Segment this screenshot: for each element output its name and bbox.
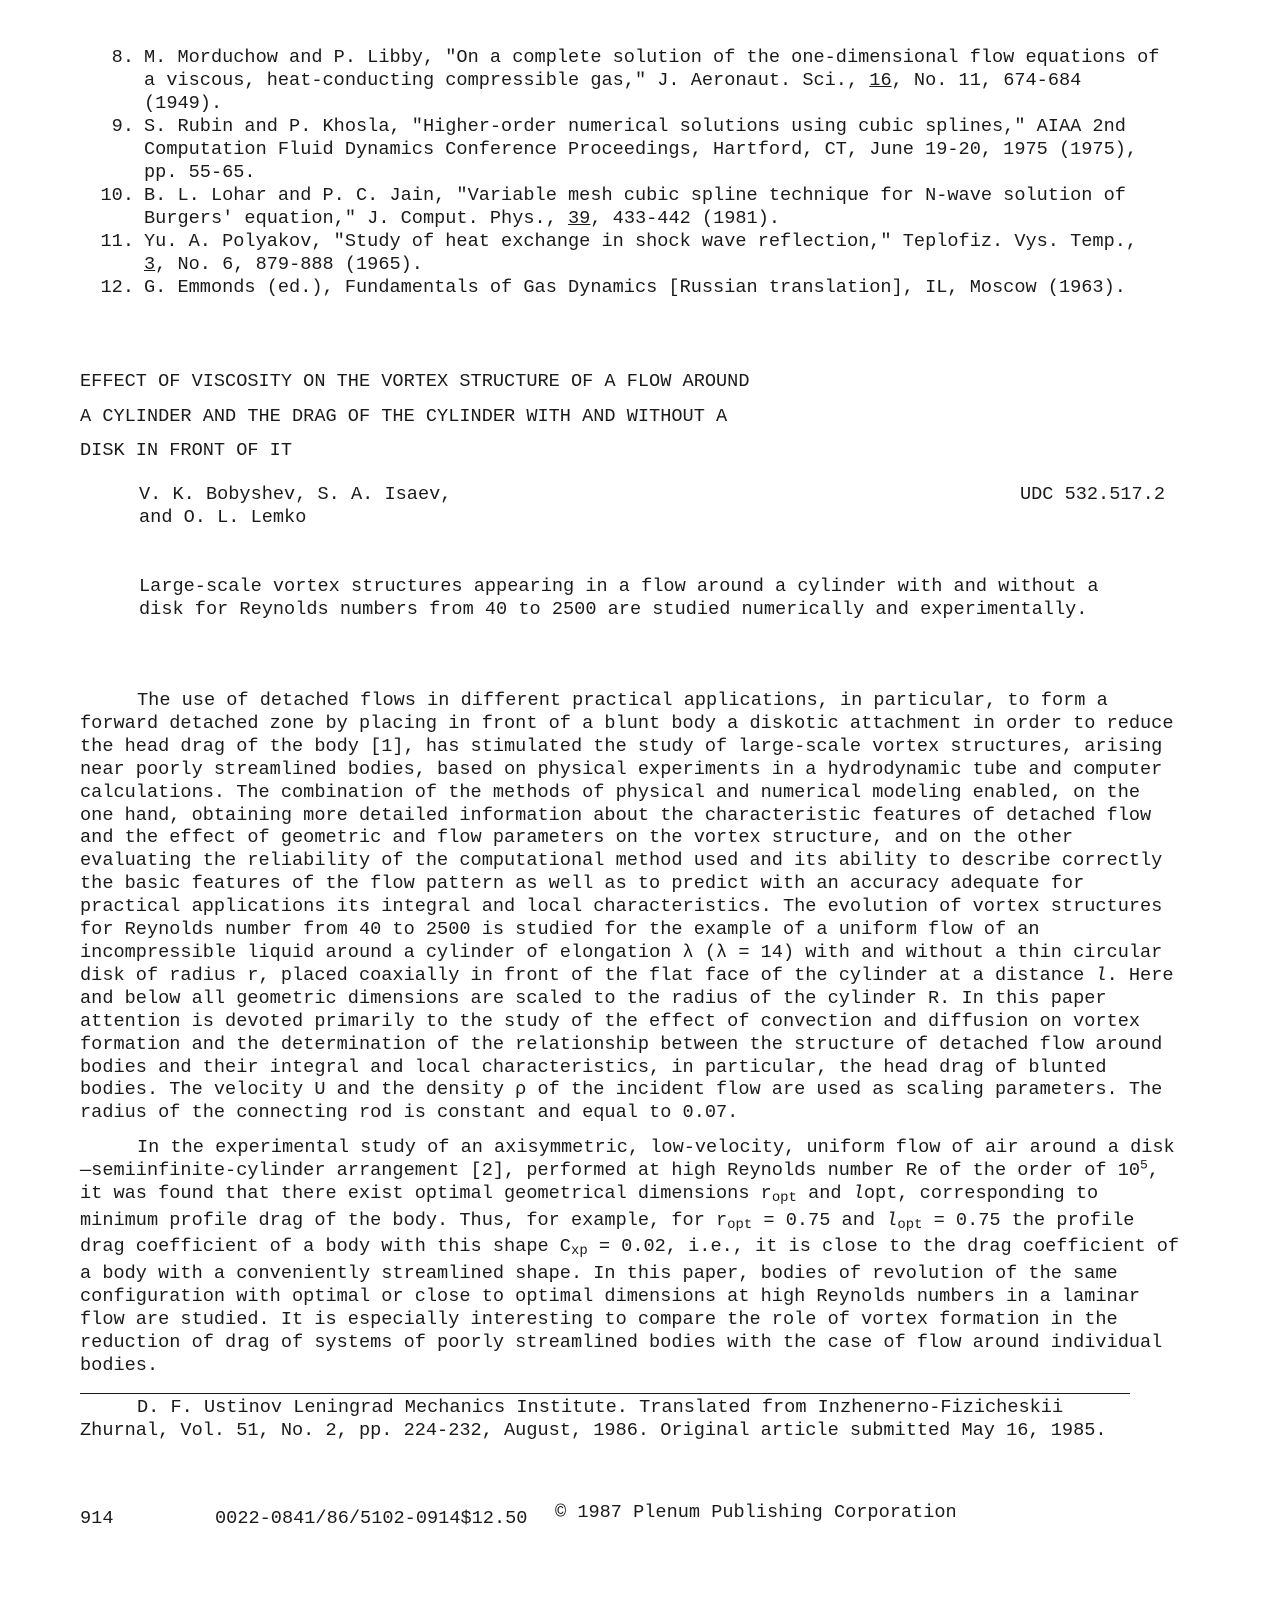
- title-line: DISK IN FRONT OF IT: [80, 440, 293, 461]
- reference-text-part: , 433-442 (1981).: [590, 208, 781, 229]
- paragraph-text: , it was found that there exist optimal geometrical dimensions r: [80, 1160, 1160, 1205]
- paragraph-text: . Here and below all geometric dimensions are scaled to the radius of the cylinder R. In this paper attention is devoted primarily to the study of the effect of convection and diffusion on vortex formation and the determination of the relationship between the structure of detached flow around bodies and their integral and local characteristics, in particular, the head drag of blunted bodies. The velocity U and the density ρ of the incident flow are used as scaling parameters. The radius of the connecting rod is constant and equal to 0.07.: [80, 964, 1174, 1124]
- reference-text: [144, 230, 1170, 276]
- abstract: Large-scale vortex structures appearing in a flow around a cylinder with and without a disk for Reynolds numbers from 40 to 2500 are studied numerically and experimentally.: [139, 576, 1099, 620]
- paragraph-text: The use of detached flows in different practical applications, in particular, to form a forward detached zone by placing in front of a blunt body a diskotic attachment in order to reduce the head drag of the body [1], has stimulated the study of large-scale vortex structures, arising near poorly streamlined bodies, based on physical experiments in a hydrodynamic tube and computer calculations. The combination of the methods of physical and numerical modeling enabled, on the one hand, obtaining more detailed information about the characteristic features of detached flow and the effect of geometric and flow parameters on the vortex structure, and on the other evaluating the reliability of the computational method used and its ability to describe correctly the basic features of the flow pattern as well as to predict with an accuracy adequate for practical applications its integral and local characteristics. The evolution of vortex structures for Reynolds number from 40 to 2500 is studied for the example of a uniform flow of an incompressible liquid around a cylinder of elongation λ (λ = 14) with and without a thin circular disk of radius r, placed coaxially in front of the flat face of the cylinder at a distance: [80, 690, 1174, 986]
- paragraph: [80, 1137, 1180, 1377]
- udc-code: UDC 532.517.2: [1019, 484, 1165, 505]
- reference-text: [144, 46, 1170, 115]
- reference-volume: 39: [568, 208, 591, 229]
- title-line: A CYLINDER AND THE DRAG OF THE CYLINDER WITH AND WITHOUT A: [80, 405, 728, 427]
- reference-item: [80, 46, 1170, 115]
- subscript-xp: xp: [570, 1243, 588, 1260]
- authors: [139, 483, 451, 529]
- reference-item: [80, 115, 1170, 184]
- reference-item: [80, 230, 1170, 276]
- symbol-l: l: [1095, 964, 1107, 986]
- copyright: © 1987 Plenum Publishing Corporation: [555, 1502, 957, 1523]
- reference-item: [80, 276, 1170, 299]
- footnote-divider: [80, 1393, 1130, 1394]
- reference-text-part: Yu. A. Polyakov, "Study of heat exchange in shock wave reflection," Teplofiz. Vys. Temp.,: [144, 231, 1138, 252]
- reference-text: [144, 184, 1170, 230]
- paragraph: [80, 690, 1180, 1125]
- symbol-l: l: [886, 1209, 898, 1231]
- reference-text-part: M. Morduchow and P. Libby, "On a complete solution of the one-dimensional flow equations of a viscous, heat-conducting compressible gas," J. Aeronaut. Sci.,: [144, 47, 1160, 91]
- paragraph-text: = 0.75 the profile drag coefficient of a body with this shape C: [80, 1209, 1135, 1258]
- paragraph-text: = 0.02, i.e., it is close to the drag coefficient of a body with a conveniently streamlined shape. In this paper, bodies of revolution of the same configuration with optimal or close to optimal dimensions at high Reynolds numbers in a laminar flow are studied. It is especially interesting to compare the role of vortex formation in the reduction of drag of systems of poorly streamlined bodies with the case of flow around individual bodies.: [80, 1236, 1180, 1376]
- reference-volume: 3: [144, 254, 156, 275]
- page-number: 914: [80, 1508, 114, 1529]
- reference-number: 11.: [100, 231, 134, 252]
- reference-number: 9.: [111, 116, 134, 137]
- symbol-l: l: [852, 1183, 864, 1205]
- authors-line: V. K. Bobyshev, S. A. Isaev,: [139, 484, 452, 505]
- reference-number: 10.: [100, 185, 134, 206]
- subscript-opt: opt: [771, 1189, 797, 1206]
- reference-text-part: , No. 11, 674-684 (1949).: [144, 70, 1082, 114]
- reference-number: 8.: [111, 47, 134, 68]
- footnote: D. F. Ustinov Leningrad Mechanics Institute. Translated from Inzhenerno-Fizicheskii Zhurnal, Vol. 51, No. 2, pp. 224-232, August, 1986. Original article submitted May 16, 1985.: [80, 1397, 1107, 1441]
- reference-text-part: , No. 6, 879-888 (1965).: [155, 254, 423, 275]
- reference-text-part: B. L. Lohar and P. C. Jain, "Variable mesh cubic spline technique for N-wave solution of Burgers' equation," J. Comput. Phys.,: [144, 185, 1126, 229]
- page-footer: [80, 1502, 1180, 1532]
- article-title: [80, 365, 749, 469]
- exponent: 5: [1140, 1157, 1148, 1173]
- subscript-opt: opt: [727, 1216, 753, 1233]
- authors-line: and O. L. Lemko: [139, 507, 307, 528]
- article-body: [80, 690, 1180, 1390]
- references-list: [80, 46, 1170, 299]
- reference-item: [80, 184, 1170, 230]
- paragraph-text: opt, corresponding to minimum profile drag of the body. Thus, for example, for r: [80, 1183, 1099, 1231]
- paragraph-text: In the experimental study of an axisymmetric, low-velocity, uniform flow of air around a disk—semiinfinite-cylinder arrangement [2], performed at high Reynolds number Re of the order of 10: [80, 1137, 1175, 1182]
- subscript-opt: opt: [897, 1216, 923, 1233]
- reference-volume: 16: [869, 70, 892, 91]
- article-code: 0022-0841/86/5102-0914$12.50: [215, 1508, 528, 1529]
- reference-text: S. Rubin and P. Khosla, "Higher-order numerical solutions using cubic splines," AIAA 2nd Computation Fluid Dynamics Conference Proceedings, Hartford, CT, June 19-20, 1975 (1975), pp. 55-65.: [144, 116, 1138, 183]
- paragraph-text: and: [796, 1183, 853, 1205]
- reference-number: 12.: [100, 277, 134, 298]
- reference-text: G. Emmonds (ed.), Fundamentals of Gas Dynamics [Russian translation], IL, Moscow (1963).: [144, 277, 1126, 298]
- paragraph-text: = 0.75 and: [752, 1209, 887, 1231]
- title-line: EFFECT OF VISCOSITY ON THE VORTEX STRUCTURE OF A FLOW AROUND: [80, 371, 750, 392]
